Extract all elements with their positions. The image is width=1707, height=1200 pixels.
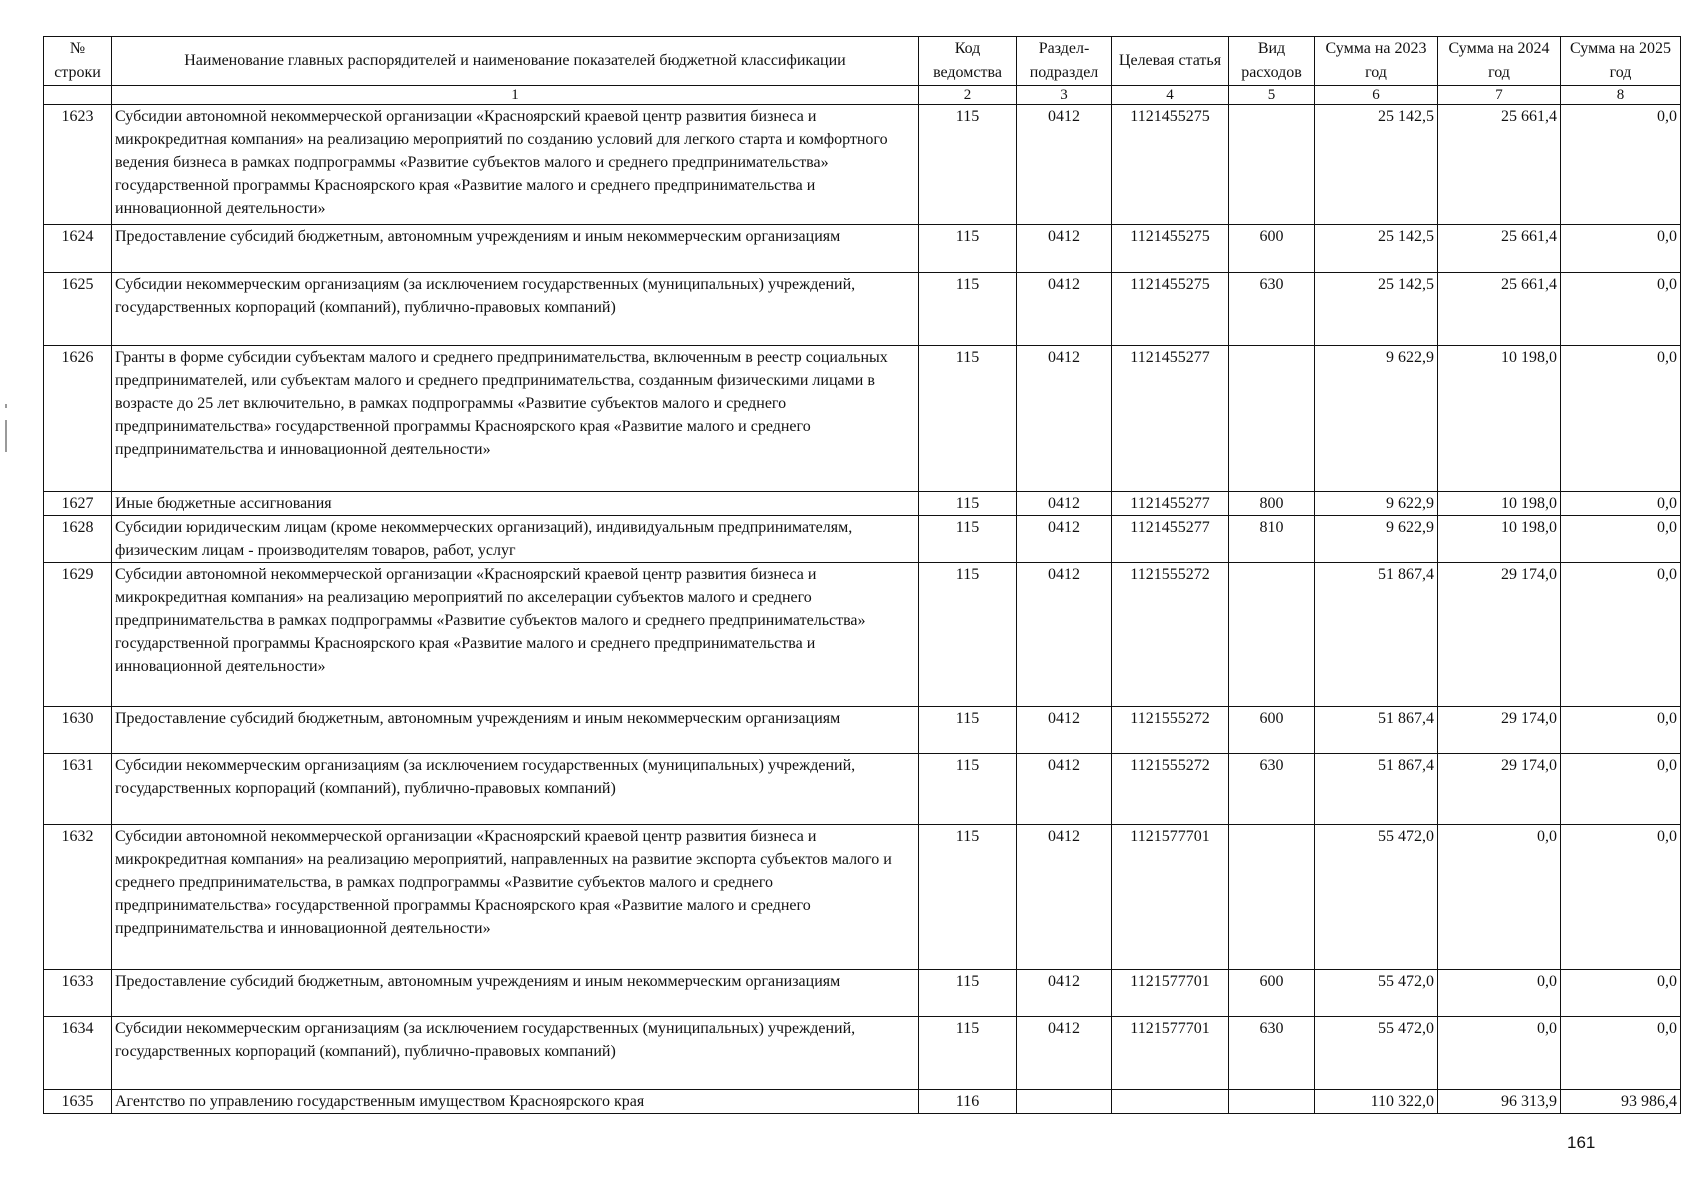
header-sum-2025: Сумма на 2025 год [1561,37,1681,86]
row-expense-type: 600 [1229,970,1315,1017]
row-name: Субсидии некоммерческим организациям (за исключением государственных (муниципальных) учреждений, государственных корпораций (компаний), публично-правовых компаний) [112,273,919,346]
row-number: 1632 [44,825,112,970]
table-header-row [44,37,1681,86]
margin-scan-mark [5,404,7,408]
column-number: 4 [1112,86,1229,105]
row-dept-code: 115 [919,225,1017,273]
row-sum-2024: 29 174,0 [1438,754,1561,825]
column-number: 2 [919,86,1017,105]
row-sum-2023: 25 142,5 [1315,225,1438,273]
row-sum-2023: 25 142,5 [1315,105,1438,225]
row-target: 1121577701 [1112,825,1229,970]
table-row [44,346,1681,492]
row-sum-2023: 25 142,5 [1315,273,1438,346]
row-name: Субсидии автономной некоммерческой организации «Красноярский краевой центр развития бизнеса и микрокредитная компания» на реализацию мероприятий, направленных на развитие экспорта субъектов малого и среднего предпринимательства, в рамках подпрограммы «Развитие субъектов малого и среднего предпринимательства» государственной программы Красноярского края «Развитие малого и среднего предпринимательства и инновационной деятельности» [112,825,919,970]
page-number: 161 [1567,1133,1596,1152]
row-dept-code: 115 [919,563,1017,707]
row-sum-2024: 0,0 [1438,825,1561,970]
row-sum-2025: 0,0 [1561,970,1681,1017]
row-dept-code: 115 [919,754,1017,825]
row-dept-code: 115 [919,516,1017,563]
header-target: Целевая статья [1112,37,1229,86]
row-sum-2025: 93 986,4 [1561,1090,1681,1114]
column-number: 8 [1561,86,1681,105]
row-dept-code: 115 [919,970,1017,1017]
row-name: Агентство по управлению государственным имуществом Красноярского края [112,1090,919,1114]
row-sum-2025: 0,0 [1561,105,1681,225]
row-section: 0412 [1017,346,1112,492]
column-number: 7 [1438,86,1561,105]
row-expense-type [1229,563,1315,707]
row-sum-2025: 0,0 [1561,707,1681,754]
row-name: Предоставление субсидий бюджетным, автономным учреждениям и иным некоммерческим организациям [112,970,919,1017]
margin-scan-mark [5,420,7,452]
row-target: 1121555272 [1112,707,1229,754]
row-sum-2023: 51 867,4 [1315,707,1438,754]
table-row [44,754,1681,825]
row-sum-2023: 55 472,0 [1315,970,1438,1017]
row-name: Предоставление субсидий бюджетным, автономным учреждениям и иным некоммерческим организациям [112,225,919,273]
column-number: 6 [1315,86,1438,105]
row-expense-type: 630 [1229,754,1315,825]
row-dept-code: 115 [919,492,1017,516]
table-row [44,563,1681,707]
row-expense-type: 630 [1229,1017,1315,1090]
row-section: 0412 [1017,1017,1112,1090]
column-number: 3 [1017,86,1112,105]
table-row [44,516,1681,563]
header-expense-type: Вид расходов [1229,37,1315,86]
row-sum-2023: 55 472,0 [1315,825,1438,970]
table-row [44,970,1681,1017]
row-expense-type [1229,105,1315,225]
row-name: Субсидии некоммерческим организациям (за исключением государственных (муниципальных) учреждений, государственных корпораций (компаний), публично-правовых компаний) [112,754,919,825]
row-section: 0412 [1017,825,1112,970]
row-section: 0412 [1017,754,1112,825]
row-sum-2023: 110 322,0 [1315,1090,1438,1114]
header-dept-code: Код ведомства [919,37,1017,86]
row-sum-2025: 0,0 [1561,492,1681,516]
row-dept-code: 115 [919,105,1017,225]
row-expense-type: 600 [1229,707,1315,754]
row-number: 1623 [44,105,112,225]
row-target: 1121455275 [1112,273,1229,346]
row-sum-2024: 25 661,4 [1438,225,1561,273]
row-name: Субсидии автономной некоммерческой организации «Красноярский краевой центр развития бизнеса и микрокредитная компания» на реализацию мероприятий по акселерации субъектов малого и среднего предпринимательства в рамках подпрограммы «Развитие субъектов малого и среднего предпринимательства» государственной программы Красноярского края «Развитие малого и среднего предпринимательства и инновационной деятельности» [112,563,919,707]
row-section: 0412 [1017,273,1112,346]
row-sum-2023: 51 867,4 [1315,563,1438,707]
row-sum-2024: 0,0 [1438,970,1561,1017]
table-row [44,105,1681,225]
row-sum-2023: 9 622,9 [1315,492,1438,516]
row-number: 1624 [44,225,112,273]
header-section: Раздел-подраздел [1017,37,1112,86]
row-sum-2025: 0,0 [1561,825,1681,970]
header-row-number: № строки [44,37,112,86]
row-sum-2024: 25 661,4 [1438,273,1561,346]
row-target: 1121455277 [1112,516,1229,563]
row-sum-2024: 96 313,9 [1438,1090,1561,1114]
table-row [44,1090,1681,1114]
row-sum-2024: 10 198,0 [1438,516,1561,563]
row-expense-type: 810 [1229,516,1315,563]
row-target: 1121455277 [1112,346,1229,492]
row-number: 1634 [44,1017,112,1090]
row-sum-2024: 10 198,0 [1438,346,1561,492]
row-target: 1121577701 [1112,970,1229,1017]
row-name: Гранты в форме субсидии субъектам малого и среднего предпринимательства, включенным в реестр социальных предпринимателей, или субъектам малого и среднего предпринимательства, созданным физическими лицами в возрасте до 25 лет включительно, в рамках подпрограммы «Развитие субъектов малого и среднего предпринимательства» государственной программы Красноярского края «Развитие малого и среднего предпринимательства и инновационной деятельности» [112,346,919,492]
row-sum-2024: 29 174,0 [1438,707,1561,754]
table-row [44,707,1681,754]
row-sum-2025: 0,0 [1561,563,1681,707]
header-sum-2024: Сумма на 2024 год [1438,37,1561,86]
row-name: Субсидии автономной некоммерческой организации «Красноярский краевой центр развития бизнеса и микрокредитная компания» на реализацию мероприятий по созданию условий для легкого старта и комфортного ведения бизнеса в рамках подпрограммы «Развитие субъектов малого и среднего предпринимательства» государственной программы Красноярского края «Развитие малого и среднего предпринимательства и инновационной деятельности» [112,105,919,225]
row-name: Субсидии юридическим лицам (кроме некоммерческих организаций), индивидуальным предпринимателям, физическим лицам - производителям товаров, работ, услуг [112,516,919,563]
table-row [44,1017,1681,1090]
budget-table [43,36,1681,1114]
row-dept-code: 115 [919,273,1017,346]
row-dept-code: 115 [919,707,1017,754]
row-dept-code: 115 [919,346,1017,492]
row-sum-2025: 0,0 [1561,1017,1681,1090]
row-section: 0412 [1017,516,1112,563]
row-expense-type: 630 [1229,273,1315,346]
row-sum-2024: 10 198,0 [1438,492,1561,516]
row-dept-code: 115 [919,1017,1017,1090]
row-target: 1121555272 [1112,563,1229,707]
row-name: Иные бюджетные ассигнования [112,492,919,516]
column-number [44,86,112,105]
row-target [1112,1090,1229,1114]
column-number: 1 [112,86,919,105]
row-expense-type [1229,346,1315,492]
row-sum-2024: 0,0 [1438,1017,1561,1090]
table-row [44,492,1681,516]
row-target: 1121455275 [1112,105,1229,225]
row-target: 1121577701 [1112,1017,1229,1090]
row-expense-type: 600 [1229,225,1315,273]
row-sum-2024: 25 661,4 [1438,105,1561,225]
row-sum-2023: 51 867,4 [1315,754,1438,825]
row-name: Предоставление субсидий бюджетным, автономным учреждениям и иным некоммерческим организациям [112,707,919,754]
row-expense-type [1229,1090,1315,1114]
row-sum-2025: 0,0 [1561,273,1681,346]
row-number: 1630 [44,707,112,754]
row-target: 1121555272 [1112,754,1229,825]
row-number: 1633 [44,970,112,1017]
row-expense-type [1229,825,1315,970]
row-number: 1625 [44,273,112,346]
row-number: 1626 [44,346,112,492]
row-name: Субсидии некоммерческим организациям (за исключением государственных (муниципальных) учреждений, государственных корпораций (компаний), публично-правовых компаний) [112,1017,919,1090]
row-number: 1628 [44,516,112,563]
row-sum-2025: 0,0 [1561,225,1681,273]
row-sum-2024: 29 174,0 [1438,563,1561,707]
row-sum-2023: 9 622,9 [1315,346,1438,492]
row-dept-code: 115 [919,825,1017,970]
row-section: 0412 [1017,225,1112,273]
row-expense-type: 800 [1229,492,1315,516]
table-row [44,225,1681,273]
row-section: 0412 [1017,105,1112,225]
row-dept-code: 116 [919,1090,1017,1114]
row-sum-2025: 0,0 [1561,754,1681,825]
row-number: 1629 [44,563,112,707]
table-row [44,825,1681,970]
header-name: Наименование главных распорядителей и наименование показателей бюджетной классификации [112,37,919,86]
column-number-row [44,86,1681,105]
row-section: 0412 [1017,492,1112,516]
row-sum-2023: 55 472,0 [1315,1017,1438,1090]
row-section: 0412 [1017,970,1112,1017]
header-sum-2023: Сумма на 2023 год [1315,37,1438,86]
row-target: 1121455275 [1112,225,1229,273]
table-row [44,273,1681,346]
row-sum-2025: 0,0 [1561,516,1681,563]
row-sum-2023: 9 622,9 [1315,516,1438,563]
column-number: 5 [1229,86,1315,105]
row-number: 1627 [44,492,112,516]
row-section: 0412 [1017,563,1112,707]
row-number: 1631 [44,754,112,825]
row-sum-2025: 0,0 [1561,346,1681,492]
row-section [1017,1090,1112,1114]
row-number: 1635 [44,1090,112,1114]
row-section: 0412 [1017,707,1112,754]
row-target: 1121455277 [1112,492,1229,516]
